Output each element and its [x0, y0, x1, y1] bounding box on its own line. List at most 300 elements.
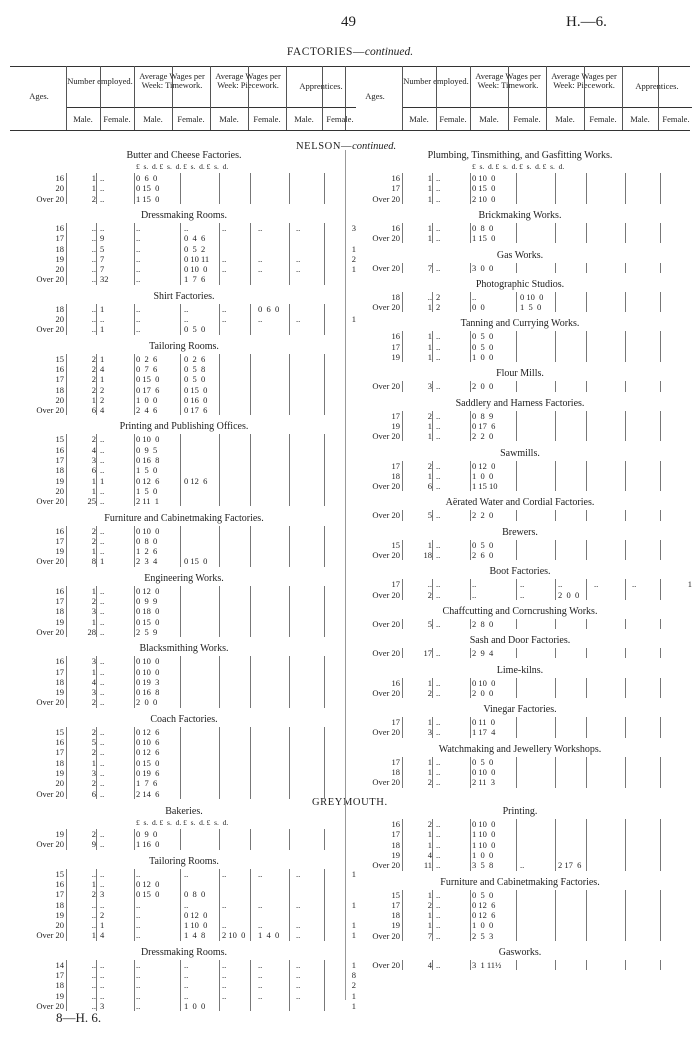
value-cell: .. [436, 183, 441, 194]
age-cell: 17 [391, 829, 400, 840]
value-cell: 2 [427, 777, 432, 788]
value-cell: 1 15 10 [472, 481, 498, 492]
column-divider [66, 434, 67, 506]
value-cell: .. [222, 314, 227, 324]
column-divider [660, 173, 661, 204]
table-title: Plumbing, Tinsmithing, and Gasfitting Works. [427, 150, 613, 161]
column-divider [324, 434, 325, 506]
column-divider [516, 461, 517, 492]
value-cell: 1 [351, 899, 356, 910]
column-divider [516, 648, 517, 658]
age-cell: Over 20 [36, 626, 64, 637]
column-divider [625, 648, 626, 658]
value-cell: .. [558, 579, 563, 590]
age-cell: 19 [391, 920, 400, 931]
header-female: Female. [439, 114, 467, 124]
value-cell: 1 [91, 394, 96, 405]
value-cell: .. [136, 930, 141, 941]
value-cell: .. [100, 496, 105, 507]
column-divider [289, 829, 290, 850]
column-divider [555, 757, 556, 788]
value-cell: 9 [91, 839, 96, 850]
age-cell: 17 [55, 666, 64, 677]
header-female: Female. [662, 114, 690, 124]
column-divider [402, 292, 403, 313]
column-divider [250, 434, 251, 506]
column-divider [555, 173, 556, 204]
value-cell: 5 [427, 618, 432, 629]
column-divider [625, 819, 626, 871]
value-cell: 2 [436, 291, 441, 302]
value-cell: .. [100, 697, 105, 708]
table-title: Flour Mills. [496, 368, 544, 380]
value-cell: .. [184, 868, 189, 879]
value-cell: .. [436, 860, 441, 871]
value-cell: .. [100, 726, 105, 737]
value-cell: 3 [91, 606, 96, 617]
column-divider [96, 304, 97, 335]
value-cell: 11 [423, 860, 432, 871]
value-cell: 1 [351, 920, 356, 931]
column-divider [660, 619, 661, 629]
column-divider [660, 757, 661, 788]
value-cell: .. [136, 314, 141, 324]
value-cell: .. [258, 253, 263, 264]
age-cell: Over 20 [372, 648, 400, 659]
age-cell: 18 [55, 757, 64, 768]
value-cell: 0 12 6 [472, 899, 496, 910]
column-divider [250, 727, 251, 799]
value-cell: .. [258, 920, 263, 931]
value-cell: .. [100, 585, 105, 596]
column-divider [219, 526, 220, 567]
age-cell: Over 20 [372, 431, 400, 442]
column-divider [432, 263, 433, 273]
value-cell: .. [100, 656, 105, 667]
value-cell: 2 11 3 [472, 777, 496, 788]
table-title: Tailoring Rooms. [149, 855, 219, 867]
column-divider [546, 66, 547, 130]
column-divider [586, 890, 587, 942]
rule-line [402, 107, 692, 108]
value-cell: .. [222, 990, 227, 1001]
age-cell: 16 [55, 363, 64, 374]
column-divider [250, 526, 251, 567]
value-cell: 4 [100, 405, 105, 416]
value-cell: .. [91, 324, 96, 335]
value-cell: 0 16 8 [136, 687, 160, 698]
column-divider [134, 960, 135, 1012]
header-number-employed: Number employed. [67, 76, 133, 86]
table-title: Tailoring Rooms. [149, 340, 219, 352]
value-cell: 1 [100, 353, 105, 364]
value-cell: 1 [427, 829, 432, 840]
column-divider [586, 411, 587, 442]
age-cell: 15 [391, 539, 400, 550]
column-divider [402, 461, 403, 492]
age-cell: 17 [55, 233, 64, 244]
value-cell: 1 [351, 959, 356, 970]
column-divider [660, 819, 661, 871]
column-divider [586, 263, 587, 273]
value-cell: 3 1 11½ [472, 960, 502, 970]
value-cell: .. [136, 264, 141, 275]
header-female: Female. [253, 114, 281, 124]
column-divider [432, 411, 433, 442]
value-cell: 1 0 0 [472, 470, 494, 481]
age-cell: 17 [391, 460, 400, 471]
value-cell: 2 [91, 829, 96, 839]
value-cell: 1 [351, 264, 356, 275]
age-cell: 18 [55, 243, 64, 254]
value-cell: .. [100, 434, 105, 445]
value-cell: .. [222, 868, 227, 879]
value-cell: .. [100, 687, 105, 698]
value-cell: 0 10 0 [472, 677, 496, 688]
column-divider [470, 819, 471, 871]
value-cell: 1 7 6 [136, 778, 158, 789]
value-cell: .. [296, 253, 301, 264]
value-cell: .. [296, 222, 301, 233]
header-male: Male. [409, 114, 429, 124]
value-cell: 4 [91, 676, 96, 687]
value-cell: 2 8 0 [472, 618, 494, 629]
value-cell: .. [100, 737, 105, 747]
column-divider [66, 727, 67, 799]
age-cell: 20 [55, 264, 64, 275]
column-divider [219, 829, 220, 850]
age-cell: Over 20 [372, 381, 400, 392]
value-cell: .. [100, 868, 105, 879]
column-divider [586, 717, 587, 738]
column-divider [660, 331, 661, 362]
value-cell: 1 [427, 233, 432, 244]
table-title: Sash and Door Factories. [469, 635, 571, 647]
column-divider [555, 331, 556, 362]
value-cell: 2 3 4 [136, 556, 158, 567]
age-cell: Over 20 [36, 193, 64, 204]
column-divider [324, 656, 325, 708]
column-divider [180, 526, 181, 567]
value-cell: .. [436, 431, 441, 442]
column-divider [134, 526, 135, 567]
column-divider [555, 579, 556, 600]
header-male: Male. [294, 114, 314, 124]
value-cell: .. [436, 470, 441, 481]
value-cell: 1 [91, 757, 96, 768]
value-cell: 1 [100, 920, 105, 931]
column-divider [660, 678, 661, 699]
value-cell: 0 6 0 [136, 173, 158, 183]
age-cell: 16 [391, 222, 400, 233]
age-cell: 16 [55, 585, 64, 596]
value-cell: 1 7 6 [184, 274, 206, 285]
value-cell: 0 9 0 [136, 829, 158, 839]
value-cell: .. [100, 455, 105, 465]
column-divider [250, 829, 251, 850]
age-cell: 17 [55, 747, 64, 758]
value-cell: 1 4 8 [184, 930, 206, 941]
value-cell: .. [594, 579, 599, 590]
column-divider [66, 354, 67, 416]
value-cell: 2 17 6 [558, 860, 582, 871]
value-cell: 1 [91, 173, 96, 183]
value-cell: 0 6 0 [258, 303, 280, 314]
value-cell: 1 [427, 352, 432, 362]
table-title: Sawmills. [500, 447, 540, 459]
value-cell: .. [100, 173, 105, 183]
value-cell: .. [91, 274, 96, 285]
table-title: Brickmaking Works. [478, 209, 562, 221]
value-cell: .. [436, 717, 441, 728]
value-cell: .. [100, 314, 105, 324]
value-cell: .. [91, 990, 96, 1001]
column-divider [96, 173, 97, 204]
value-cell: .. [222, 264, 227, 275]
column-divider [66, 173, 67, 204]
value-cell: 2 [427, 687, 432, 698]
value-cell: 2 [91, 596, 96, 606]
age-cell: 20 [55, 394, 64, 405]
value-cell: .. [258, 222, 263, 233]
value-cell: 1 0 0 [472, 920, 494, 931]
value-cell: 0 10 0 [136, 434, 160, 445]
value-cell: 0 4 6 [184, 233, 206, 244]
value-cell: 3 [91, 687, 96, 698]
column-divider [470, 960, 471, 970]
table-title: Lime-kilns. [496, 664, 544, 676]
column-divider [322, 66, 323, 130]
age-cell: 17 [55, 455, 64, 465]
value-cell: 17 [423, 648, 432, 659]
value-cell: .. [222, 980, 227, 991]
value-cell: 0 15 0 [136, 757, 160, 768]
age-cell: 20 [55, 920, 64, 931]
column-divider [555, 461, 556, 492]
column-divider [432, 648, 433, 658]
value-cell: 0 8 9 [472, 410, 494, 421]
column-divider [432, 960, 433, 970]
column-divider [324, 354, 325, 416]
value-cell: .. [100, 970, 105, 980]
age-cell: 19 [55, 546, 64, 557]
table-title: Engineering Works. [144, 572, 224, 584]
value-cell: 0 10 0 [136, 666, 160, 677]
value-cell: 1 [427, 717, 432, 728]
value-cell: .. [520, 579, 525, 590]
value-cell: .. [436, 756, 441, 767]
value-cell: 7 [100, 264, 105, 275]
column-divider [470, 292, 471, 313]
age-cell: 19 [55, 687, 64, 698]
column-divider [470, 381, 471, 391]
value-cell: .. [136, 303, 141, 314]
value-cell: .. [184, 899, 189, 910]
column-divider [660, 411, 661, 442]
column-divider [660, 579, 661, 600]
value-cell: .. [296, 868, 301, 879]
column-divider [402, 331, 403, 362]
table-title: Bakeries. [165, 806, 203, 817]
column-divider [660, 890, 661, 942]
column-divider [172, 66, 173, 130]
age-cell: Over 20 [36, 788, 64, 799]
value-cell: 0 9 9 [136, 596, 158, 606]
age-cell: 15 [55, 726, 64, 737]
value-cell: 0 18 0 [136, 606, 160, 617]
column-divider [516, 890, 517, 942]
age-cell: Over 20 [36, 839, 64, 850]
column-divider [470, 223, 471, 244]
value-cell: 0 12 0 [184, 909, 208, 920]
age-cell: 18 [391, 291, 400, 302]
value-cell: .. [436, 550, 441, 560]
document-reference: H.—6. [566, 14, 607, 30]
age-cell: Over 20 [372, 481, 400, 492]
value-cell: 4 [100, 930, 105, 941]
value-cell: .. [91, 303, 96, 314]
age-cell: 15 [55, 868, 64, 879]
column-divider [96, 223, 97, 285]
rule-line [10, 130, 690, 131]
column-divider [555, 619, 556, 629]
value-cell: 1 [427, 173, 432, 183]
value-cell: 0 5 0 [472, 341, 494, 352]
value-cell: 0 7 6 [136, 363, 158, 374]
column-divider [660, 960, 661, 970]
value-cell: 3 [100, 889, 105, 900]
table-title: Gasworks. [498, 947, 542, 958]
value-cell: .. [184, 990, 189, 1001]
value-cell: .. [436, 819, 441, 829]
column-divider [432, 619, 433, 629]
value-cell: 1 4 0 [258, 930, 280, 941]
value-cell: .. [258, 314, 263, 324]
value-cell: .. [222, 970, 227, 980]
value-cell: 1 15 0 [136, 193, 160, 204]
value-cell: 2 [351, 980, 356, 991]
column-divider [180, 354, 181, 416]
value-cell: .. [436, 589, 441, 600]
value-cell: .. [436, 849, 441, 860]
value-cell: .. [436, 233, 441, 244]
column-divider [516, 960, 517, 970]
age-cell: Over 20 [36, 324, 64, 335]
value-cell: 2 0 0 [136, 697, 158, 708]
header-female: Female. [589, 114, 617, 124]
value-cell: 1 [100, 374, 105, 385]
column-divider [250, 304, 251, 335]
value-cell: .. [296, 314, 301, 324]
value-cell: 2 10 0 [222, 930, 246, 941]
column-divider [219, 223, 220, 285]
value-cell: 1 [91, 585, 96, 596]
value-cell: .. [222, 920, 227, 931]
value-cell: .. [520, 589, 525, 600]
table-title: Blacksmithing Works. [139, 643, 229, 655]
value-cell: .. [136, 980, 141, 991]
header-wages-piecework: Average Wages per Week: Piecework. [551, 71, 617, 90]
value-cell: .. [222, 303, 227, 314]
column-divider [134, 354, 135, 416]
column-divider [432, 890, 433, 942]
value-cell: 1 [100, 303, 105, 314]
column-divider [516, 510, 517, 520]
column-divider [470, 890, 471, 942]
value-cell: 0 10 0 [136, 525, 160, 536]
value-cell: 5 [91, 737, 96, 747]
value-cell: 0 5 0 [472, 756, 494, 767]
column-divider [555, 717, 556, 738]
value-cell: .. [136, 243, 141, 254]
value-cell: 0 17 6 [472, 420, 496, 431]
value-cell: .. [632, 579, 637, 590]
value-cell: 0 15 0 [136, 374, 160, 385]
column-divider [555, 223, 556, 244]
value-cell: 1 [427, 183, 432, 194]
age-cell: Over 20 [36, 697, 64, 708]
value-cell: .. [296, 980, 301, 991]
column-divider [180, 223, 181, 285]
value-cell: 0 2 6 [136, 353, 158, 364]
header-male: Male. [479, 114, 499, 124]
value-cell: 2 9 4 [472, 648, 494, 659]
table-title: Furniture and Cabinetmaking Factories. [104, 512, 264, 524]
column-divider [470, 411, 471, 442]
column-divider [508, 66, 509, 130]
value-cell: .. [258, 899, 263, 910]
value-cell: 2 2 0 [472, 431, 494, 442]
value-cell: .. [136, 920, 141, 931]
value-cell: 3 [91, 455, 96, 465]
column-divider [470, 540, 471, 561]
age-cell: Over 20 [372, 233, 400, 244]
column-divider [625, 540, 626, 561]
age-cell: 16 [55, 656, 64, 667]
value-cell: 0 11 0 [472, 717, 496, 728]
age-cell: Over 20 [36, 496, 64, 507]
column-divider [402, 757, 403, 788]
column-divider [219, 960, 220, 1012]
column-divider [402, 717, 403, 738]
value-cell: 1 [100, 475, 105, 486]
value-cell: 4 [91, 444, 96, 455]
age-cell: 16 [391, 331, 400, 342]
value-cell: 0 10 11 [184, 253, 210, 264]
value-cell: 2 [351, 253, 356, 264]
header-male: Male. [143, 114, 163, 124]
column-divider [134, 304, 135, 335]
age-cell: 15 [55, 434, 64, 445]
header-male: Male. [219, 114, 239, 124]
page-number: 49 [341, 14, 356, 30]
value-cell: 3 0 0 [472, 262, 494, 273]
header-wages-timework: Average Wages per Week: Timework. [139, 71, 205, 90]
value-cell: .. [472, 589, 477, 600]
value-cell: 0 16 0 [184, 394, 208, 405]
age-cell: Over 20 [372, 589, 400, 600]
value-cell: .. [222, 899, 227, 910]
value-cell: .. [100, 535, 105, 546]
column-divider [402, 678, 403, 699]
column-divider [555, 540, 556, 561]
column-divider [586, 579, 587, 600]
value-cell: 0 12 6 [184, 475, 208, 486]
column-divider [516, 678, 517, 699]
age-cell: 18 [55, 303, 64, 314]
column-divider [250, 656, 251, 708]
age-cell: 14 [55, 959, 64, 970]
